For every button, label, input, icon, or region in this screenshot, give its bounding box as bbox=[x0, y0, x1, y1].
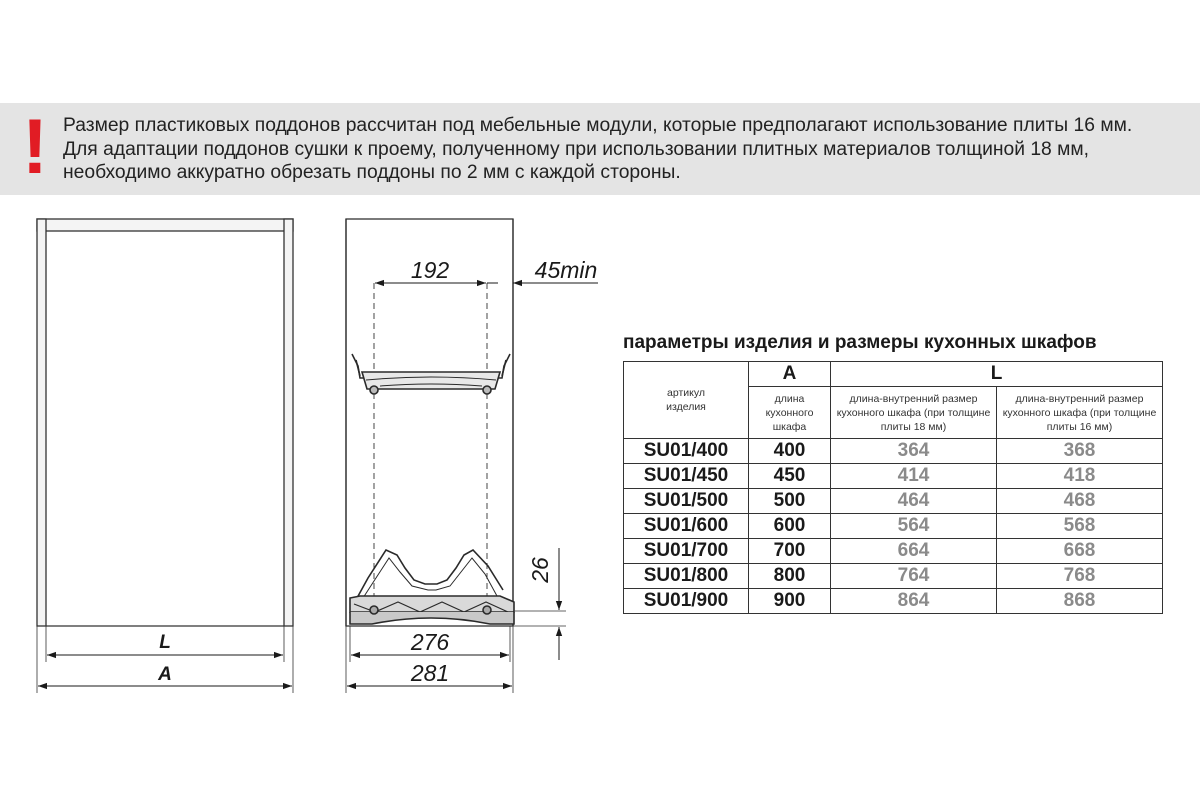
cell-article: SU01/600 bbox=[624, 514, 749, 539]
table-row bbox=[624, 439, 1163, 464]
table-row bbox=[624, 489, 1163, 514]
cell-l16: 468 bbox=[997, 489, 1163, 514]
header-a-desc: длина кухонного шкафа bbox=[749, 387, 831, 439]
table-row bbox=[624, 539, 1163, 564]
notice-line-2: Для адаптации поддонов сушки к проему, полученному при использовании плитных материалов толщиной 18 мм, bbox=[63, 138, 1090, 160]
cell-a: 600 bbox=[749, 514, 831, 539]
table-row bbox=[624, 514, 1163, 539]
cell-l16: 418 bbox=[997, 464, 1163, 489]
cabinet-right-panel bbox=[284, 219, 293, 626]
table-row bbox=[624, 589, 1163, 614]
lower-plate-rack bbox=[350, 550, 514, 624]
cell-article: SU01/700 bbox=[624, 539, 749, 564]
header-l18-desc: длина-внутренний размер кухонного шкафа (при толщине плиты 18 мм) bbox=[831, 387, 997, 439]
cell-l16: 368 bbox=[997, 439, 1163, 464]
header-a: A bbox=[749, 362, 831, 387]
cell-l18: 864 bbox=[831, 589, 997, 614]
table-row bbox=[624, 464, 1163, 489]
notice-line-3: необходимо аккуратно обрезать поддоны по 2 мм с каждой стороны. bbox=[63, 162, 681, 183]
header-l: L bbox=[831, 362, 1163, 387]
cell-a: 450 bbox=[749, 464, 831, 489]
cabinet-left-panel bbox=[37, 219, 46, 626]
cabinet-top-panel bbox=[37, 219, 293, 231]
cell-a: 400 bbox=[749, 439, 831, 464]
dim-label-192: 192 bbox=[410, 257, 450, 283]
cell-l16: 768 bbox=[997, 564, 1163, 589]
cell-l18: 414 bbox=[831, 464, 997, 489]
cell-l18: 464 bbox=[831, 489, 997, 514]
upper-dish-tray bbox=[352, 354, 510, 394]
cell-l18: 564 bbox=[831, 514, 997, 539]
header-article: артикул изделия bbox=[624, 362, 749, 439]
dim-label-276: 276 bbox=[410, 629, 450, 655]
dim-label-281: 281 bbox=[410, 660, 450, 686]
cell-a: 700 bbox=[749, 539, 831, 564]
cell-article: SU01/400 bbox=[624, 439, 749, 464]
cabinet-side-view bbox=[346, 219, 598, 693]
cell-l16: 568 bbox=[997, 514, 1163, 539]
cabinet-front-view bbox=[37, 219, 293, 693]
cell-a: 800 bbox=[749, 564, 831, 589]
cell-article: SU01/450 bbox=[624, 464, 749, 489]
cell-l16: 668 bbox=[997, 539, 1163, 564]
cell-article: SU01/800 bbox=[624, 564, 749, 589]
notice-line-1: Размер пластиковых поддонов рассчитан под мебельные модули, которые предполагают использование плиты 16 мм. bbox=[63, 115, 1133, 136]
header-l16-desc: длина-внутренний размер кухонного шкафа (при толщине плиты 16 мм) bbox=[997, 387, 1163, 439]
cell-l18: 664 bbox=[831, 539, 997, 564]
dim-label-l: L bbox=[159, 632, 171, 653]
table-header-row-1 bbox=[624, 362, 1163, 387]
dim-label-45min: 45min bbox=[534, 257, 598, 283]
cell-article: SU01/900 bbox=[624, 589, 749, 614]
dim-label-a: A bbox=[158, 664, 172, 685]
table-title: параметры изделия и размеры кухонных шкафов bbox=[623, 332, 1097, 353]
cell-l18: 764 bbox=[831, 564, 997, 589]
cell-l18: 364 bbox=[831, 439, 997, 464]
cell-a: 500 bbox=[749, 489, 831, 514]
parameters-table bbox=[623, 361, 1163, 614]
cell-a: 900 bbox=[749, 589, 831, 614]
cell-article: SU01/500 bbox=[624, 489, 749, 514]
table-row bbox=[624, 564, 1163, 589]
cell-l16: 868 bbox=[997, 589, 1163, 614]
dim-label-26: 26 bbox=[527, 557, 553, 583]
warning-exclamation-icon: ! bbox=[22, 102, 48, 190]
